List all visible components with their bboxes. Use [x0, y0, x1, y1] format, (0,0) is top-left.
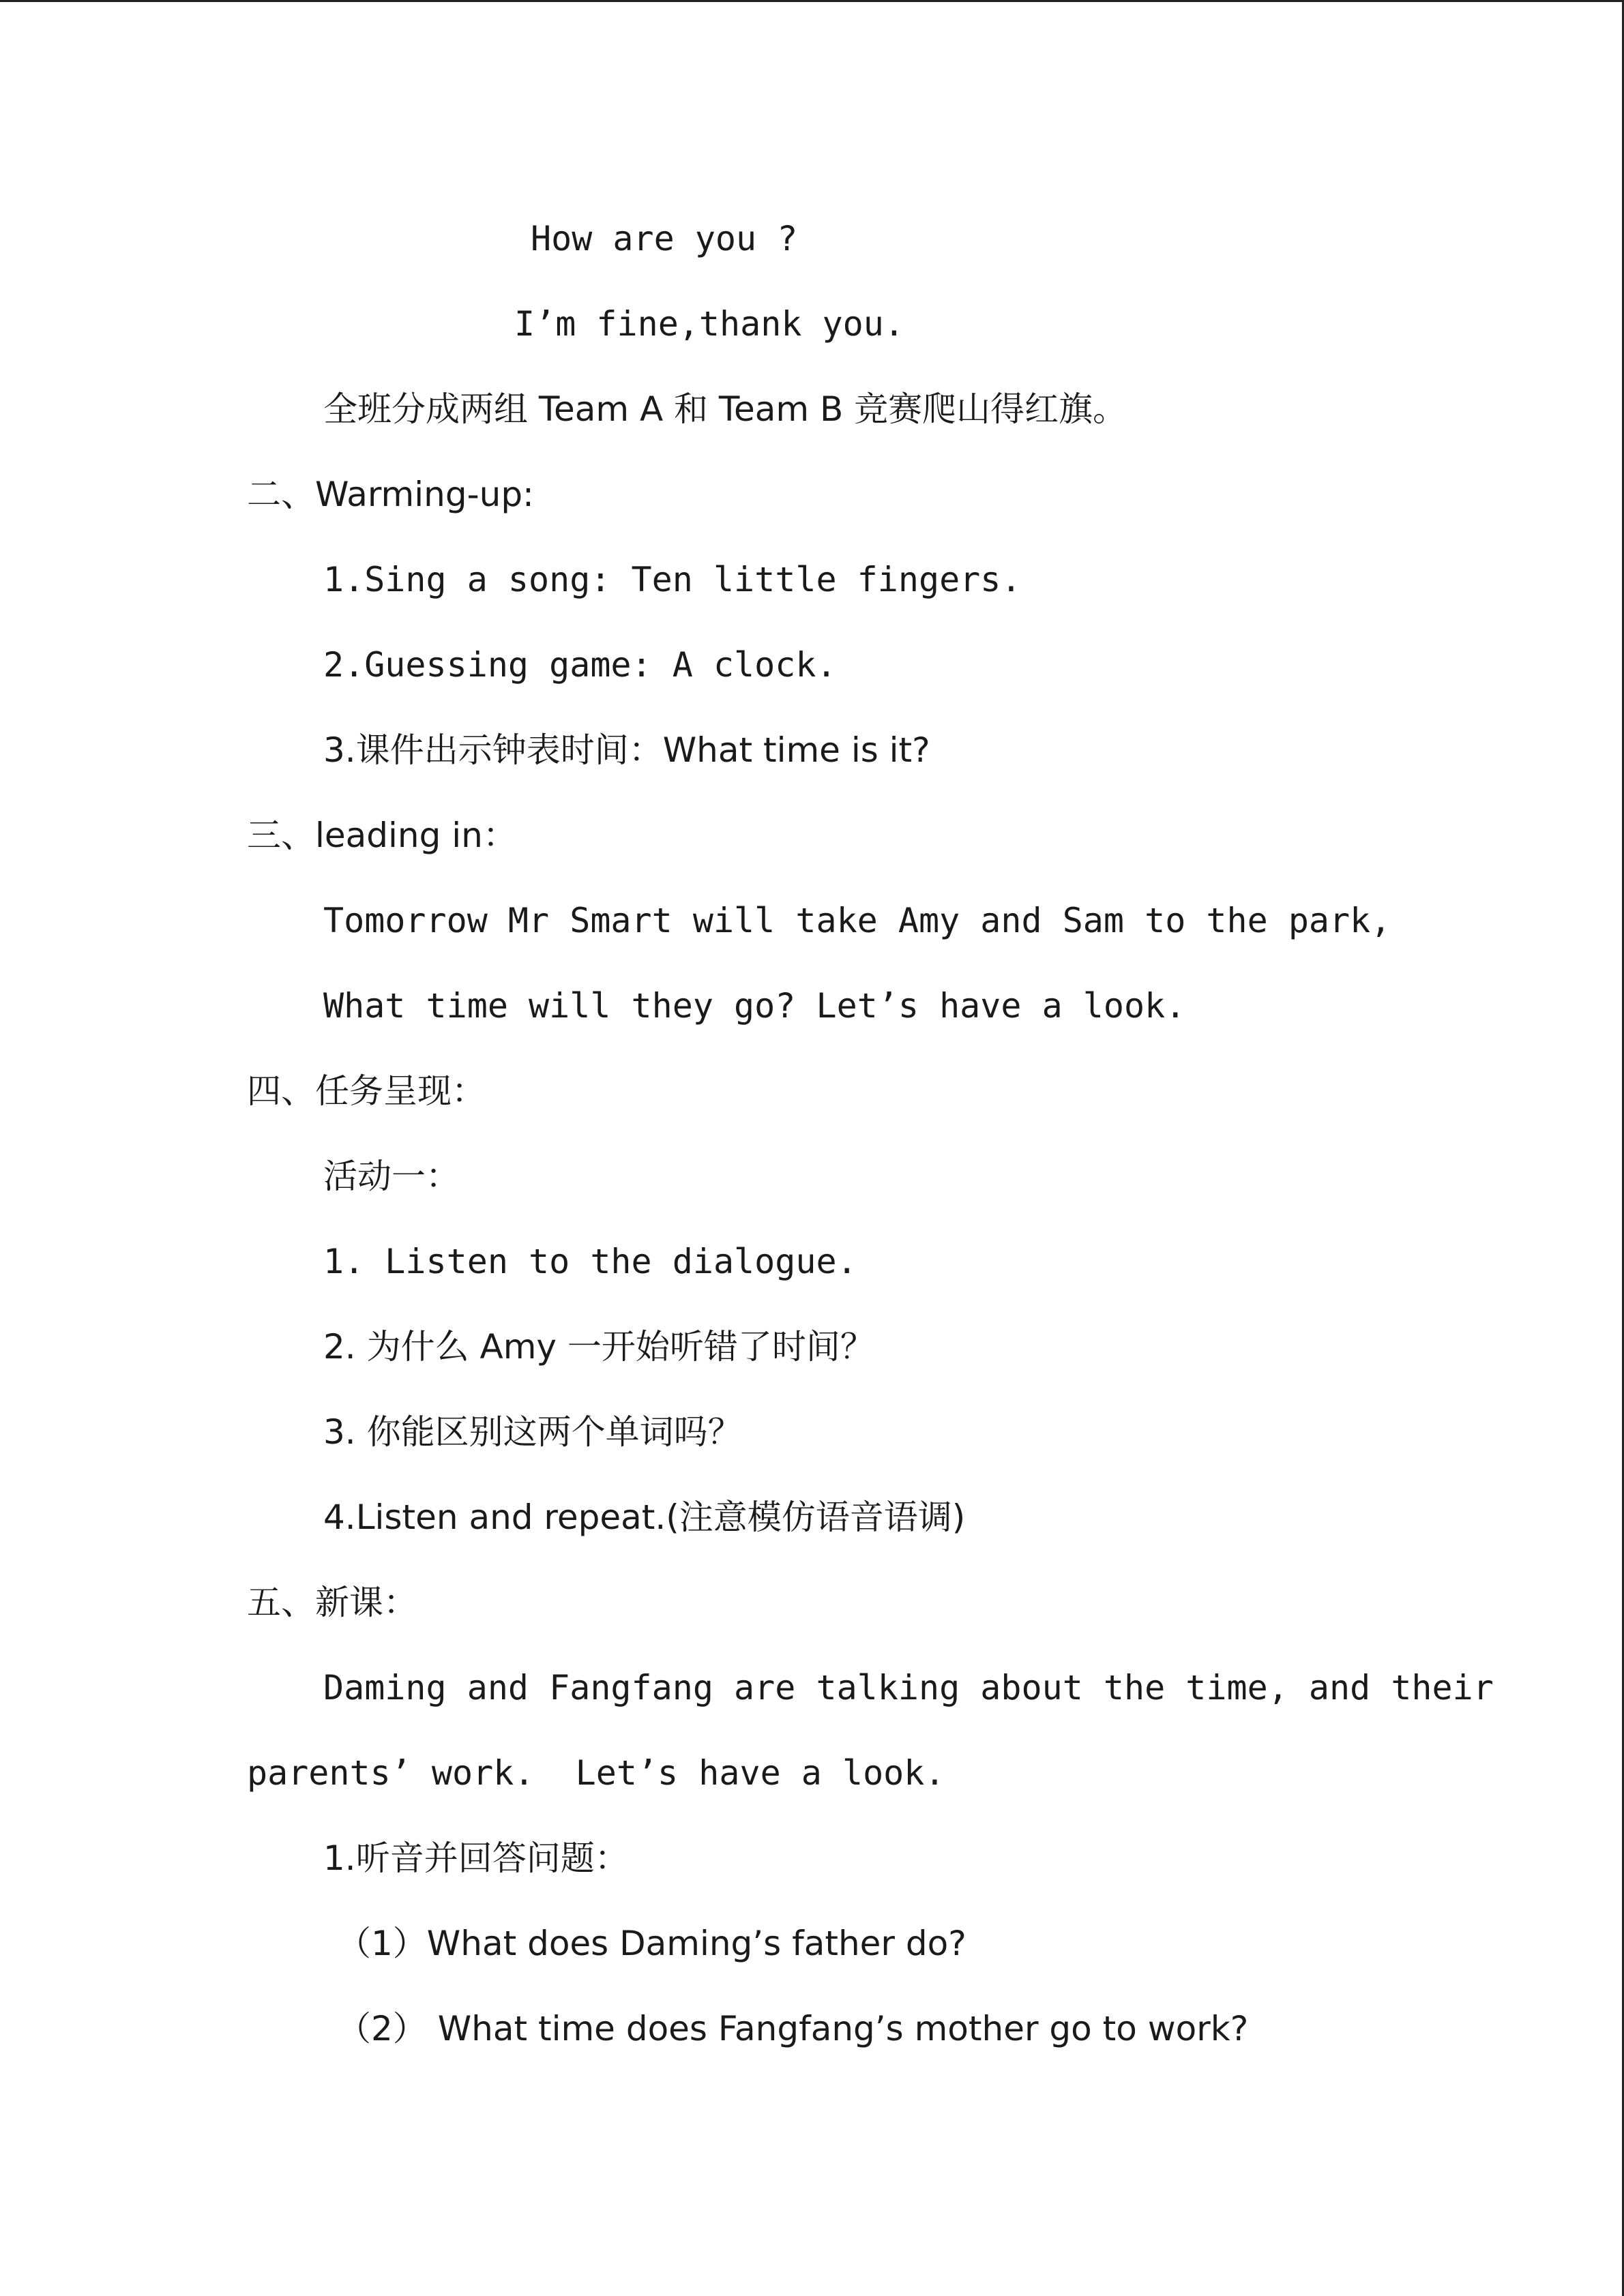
greeting-answer: I’m fine,thank you. — [514, 304, 904, 344]
leading-in-text-2: What time will they go? Let’s have a look. — [323, 986, 1186, 1026]
section-heading-warming-up: 二、Warming-up: — [247, 475, 534, 514]
activity-one-label: 活动一： — [323, 1157, 460, 1196]
question-1: （1）What does Daming’s father do? — [337, 1924, 966, 1963]
warming-up-item-2: 2.Guessing game: A clock. — [323, 645, 837, 685]
question-2: （2） What time does Fangfang’s mother go to work? — [337, 2009, 1249, 2048]
new-lesson-intro-2: parents’ work. Let’s have a look. — [247, 1753, 945, 1793]
warming-up-item-1: 1.Sing a song: Ten little fingers. — [323, 560, 1022, 599]
section-heading-new-lesson: 五、新课： — [247, 1583, 417, 1622]
activity-item-4: 4.Listen and repeat.(注意模仿语音语调) — [323, 1497, 966, 1537]
greeting-question: How are you ? — [531, 219, 798, 258]
section-heading-leading-in: 三、leading in： — [247, 816, 517, 855]
new-lesson-intro-1: Daming and Fangfang are talking about the time, and their — [323, 1668, 1494, 1708]
team-competition-note: 全班分成两组 Team A 和 Team B 竞赛爬山得红旗。 — [323, 389, 1127, 429]
activity-item-3: 3. 你能区别这两个单词吗？ — [323, 1412, 742, 1452]
activity-item-1: 1. Listen to the dialogue. — [323, 1242, 857, 1281]
activity-item-2: 2. 为什么 Amy 一开始听错了时间？ — [323, 1327, 874, 1367]
warming-up-item-3: 3.课件出示钟表时间：What time is it? — [323, 730, 930, 770]
new-lesson-task-1: 1.听音并回答问题： — [323, 1838, 629, 1878]
section-heading-task: 四、任务呈现： — [247, 1071, 486, 1111]
leading-in-text-1: Tomorrow Mr Smart will take Amy and Sam to the park, — [323, 901, 1391, 940]
